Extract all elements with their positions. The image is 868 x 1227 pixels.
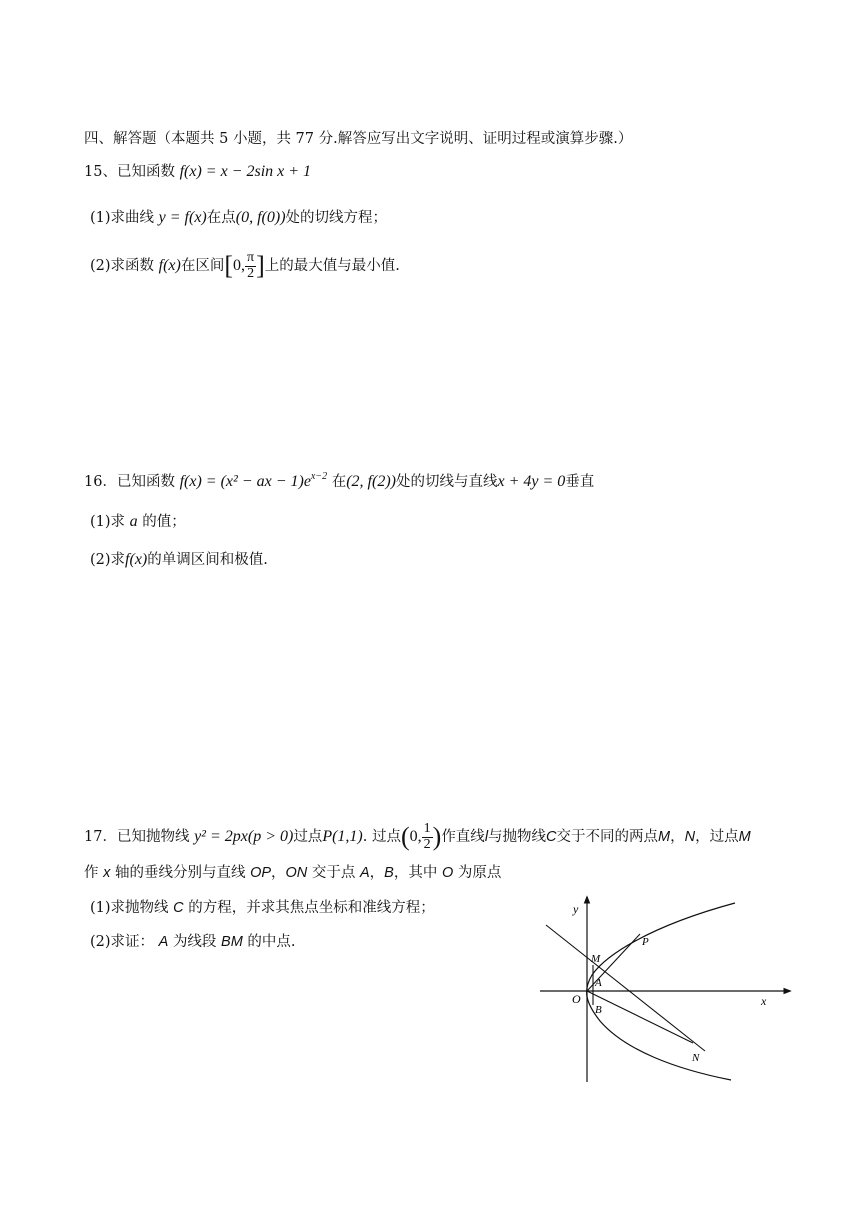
q17-part2-text-c: 的中点.	[247, 934, 296, 950]
q15-part1-point: (0, f(0))	[235, 209, 286, 226]
q15-interval-left: 0,	[233, 256, 246, 274]
q17-var-l: l	[484, 828, 489, 845]
q17-comma-3: ，	[369, 865, 385, 881]
label-o: O	[572, 992, 581, 1006]
q15-part2-text-a: 求函数	[110, 257, 155, 274]
q15-part1-label: (1)	[90, 210, 111, 226]
q17-var-o: O	[441, 865, 454, 881]
q17-part1-text-b: 的方程，并求其焦点坐标和准线方程；	[188, 900, 435, 916]
q17-line2-text-c: 交于点	[311, 865, 356, 881]
q15-part1-text-b: 在点	[206, 210, 236, 226]
q16-part2-label: (2)	[90, 552, 111, 568]
q17-var-op: OP	[250, 865, 272, 881]
q17-frac-num: 1	[423, 821, 431, 836]
line-l	[546, 925, 705, 1051]
q15-stem-text: 已知函数	[116, 164, 175, 180]
q17-part2-text-a: 求证：	[110, 934, 155, 950]
q16-line: x + 4y = 0	[497, 473, 566, 490]
q15-function: f(x) = x − 2sin x + 1	[179, 163, 312, 180]
q16-part1-label: (1)	[90, 514, 111, 530]
q17-part1-var-c: C	[173, 900, 184, 916]
q17-text-d: 作直线	[441, 828, 485, 845]
label-b: B	[595, 1004, 602, 1016]
q15-part2-interval: [0, $\frac{\pi}{2}$ ]	[224, 250, 265, 281]
q17-text-a: 已知抛物线	[116, 828, 190, 845]
q17-var-on: ON	[285, 865, 308, 881]
q15-frac-den: 2	[247, 265, 255, 281]
q17-line2-text-d: ，其中	[393, 865, 438, 881]
q15-number: 15、	[84, 164, 117, 180]
q17-text-e: 与抛物线	[488, 828, 547, 845]
q16-part2-text-b: 的单调区间和极值.	[147, 552, 268, 568]
q17-text-b: 过点	[293, 828, 323, 845]
q16-stem-text-d: 垂直	[565, 474, 595, 490]
q17-line2-text-b: 轴的垂线分别与直线	[114, 865, 246, 881]
q17-comma-2: ，	[271, 865, 286, 881]
q17-parabola-eq: y² = 2px(p > 0)	[194, 827, 294, 845]
q16-function-body: f(x) = (x² − ax − 1)e	[179, 473, 311, 490]
q17-var-n: N	[684, 828, 696, 845]
q17-var-a: A	[360, 865, 370, 881]
q17-var-b: B	[384, 865, 394, 881]
q16-part2-text-a: 求	[110, 552, 126, 568]
q16-part1-a: a	[129, 513, 138, 530]
q17-point-left: 0,	[409, 827, 422, 845]
q15-part2-label: (2)	[90, 257, 111, 274]
label-a: A	[595, 977, 602, 989]
section-header: 四、解答题（本题共 5 小题，共 77 分.解答应写出文字说明、证明过程或演算步骤.）	[84, 131, 633, 147]
q15-part1-text-c: 处的切线方程；	[285, 210, 388, 226]
q17-text-c: . 过点	[362, 828, 401, 845]
q17-number: 17．	[84, 828, 117, 845]
q17-part1-text-a: 求抛物线	[110, 900, 169, 916]
q15-frac-num: π	[247, 250, 255, 265]
q17-frac-den: 2	[423, 836, 431, 852]
label-n: N	[692, 1052, 700, 1064]
label-m: M	[591, 953, 601, 965]
q15-part2-fx: f(x)	[158, 256, 181, 274]
q17-text-f: 交于不同的两点	[556, 828, 659, 845]
q16-exponent: x−2	[310, 471, 328, 482]
q17-comma: ，	[670, 828, 685, 845]
q17-point-p: P(1,1)	[322, 827, 363, 845]
q16-part2-fx: f(x)	[125, 551, 148, 568]
label-p: P	[642, 936, 649, 948]
q15-part2-text-c: 上的最大值与最小值.	[264, 257, 400, 274]
q15-part1-text-a: 求曲线	[110, 210, 155, 226]
q17-line2-text-e: 为原点	[457, 865, 502, 881]
q17-line2-text-a: 作	[84, 865, 99, 881]
q17-part2-text-b: 为线段	[172, 934, 217, 950]
q17-fixed-point: (0, $\frac{1}{2}$ )	[400, 821, 442, 852]
q17-var-x: x	[103, 865, 111, 881]
label-x: x	[761, 994, 767, 1008]
q17-part2-var-bm: BM	[221, 934, 243, 950]
q17-part2-label: (2)	[90, 934, 111, 950]
q17-var-m-2: M	[738, 828, 751, 845]
q17-var-m: M	[658, 828, 671, 845]
q15-part2-text-b: 在区间	[180, 257, 225, 274]
q16-part1-text-b: 的值；	[142, 514, 186, 530]
q17-var-c: C	[546, 828, 557, 845]
label-y: y	[573, 902, 579, 916]
q16-stem-text-b: 在	[331, 474, 347, 490]
q17-part1-label: (1)	[90, 900, 111, 916]
q17-part2-var-a: A	[158, 934, 169, 950]
q16-point: (2, f(2))	[346, 473, 396, 490]
q15-part1-curve: y = f(x)	[158, 209, 207, 226]
q16-number: 16．	[84, 474, 117, 490]
q16-part1-text-a: 求	[110, 514, 126, 530]
q16-stem-text-a: 已知函数	[116, 474, 175, 490]
q16-stem-text-c: 处的切线与直线	[395, 474, 498, 490]
q17-text-g: ，过点	[695, 828, 739, 845]
